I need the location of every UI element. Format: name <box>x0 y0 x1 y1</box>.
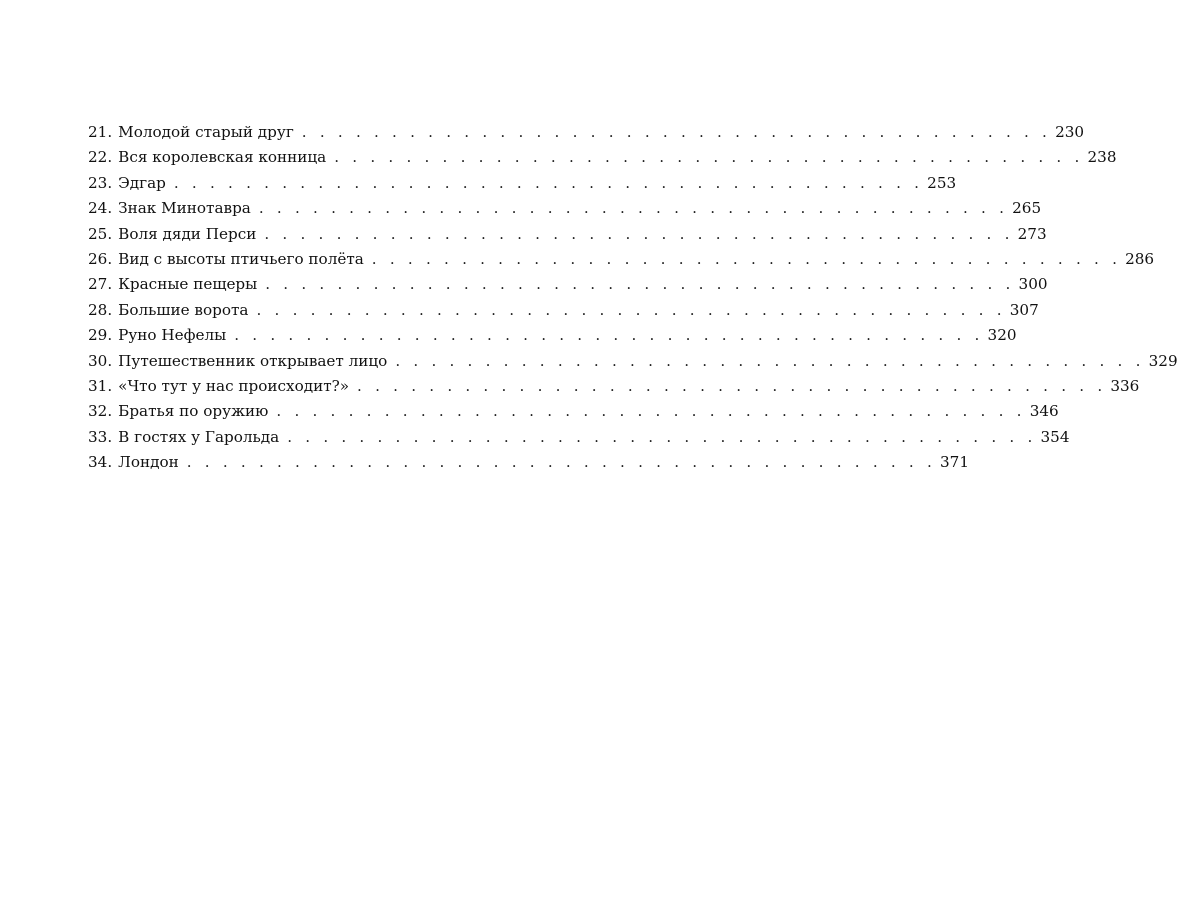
chapter-title: «Что тут у нас происходит?» <box>118 376 350 395</box>
dot-leader: . . . . . . . . . . . . . . . . . . . . . . . . . . . . . . . . . . . . . . . . . . <box>371 249 1122 268</box>
page-number: 336 <box>1110 376 1140 395</box>
chapter-title: В гостях у Гарольда <box>118 427 280 446</box>
toc-entry <box>88 145 1117 170</box>
toc-entry <box>88 323 1017 348</box>
dot-leader: . . . . . . . . . . . . . . . . . . . . . . . . . . . . . . . . . . . . . . . . . . <box>234 326 984 345</box>
page-number: 238 <box>1087 148 1117 167</box>
dot-leader: . . . . . . . . . . . . . . . . . . . . . . . . . . . . . . . . . . . . . . . . . . <box>395 351 1145 370</box>
page-number: 273 <box>1017 224 1047 243</box>
dot-leader: . . . . . . . . . . . . . . . . . . . . . . . . . . . . . . . . . . . . . . . . . . <box>276 402 1026 421</box>
chapter-number: 33. <box>88 427 113 446</box>
page-number: 265 <box>1012 199 1042 218</box>
page-number: 253 <box>927 173 957 192</box>
page-number: 371 <box>940 453 970 472</box>
page-number: 354 <box>1040 427 1070 446</box>
toc-entry <box>88 374 1140 399</box>
chapter-title: Братья по оружию <box>118 402 269 421</box>
chapter-number: 22. <box>88 148 113 167</box>
toc-entry <box>88 450 970 475</box>
chapter-title: Воля дяди Перси <box>118 224 257 243</box>
page-number: 230 <box>1055 123 1085 141</box>
chapter-title: Красные пещеры <box>118 275 258 294</box>
page-number: 346 <box>1029 402 1059 421</box>
chapter-number: 28. <box>88 300 113 319</box>
page-number: 320 <box>987 326 1017 345</box>
dot-leader: . . . . . . . . . . . . . . . . . . . . . . . . . . . . . . . . . . . . . . . . . . <box>301 123 1052 141</box>
page-number: 286 <box>1125 249 1155 268</box>
chapter-number: 23. <box>88 173 113 192</box>
dot-leader: . . . . . . . . . . . . . . . . . . . . . . . . . . . . . . . . . . . . . . . . . . <box>287 427 1037 446</box>
toc-entry <box>88 120 1085 145</box>
toc-entry <box>88 272 1048 297</box>
chapter-title: Знак Минотавра <box>118 199 251 218</box>
dot-leader: . . . . . . . . . . . . . . . . . . . . . . . . . . . . . . . . . . . . . . . . . . <box>258 199 1009 218</box>
toc-entry <box>88 171 957 196</box>
chapter-number: 34. <box>88 453 113 472</box>
chapter-number: 27. <box>88 275 113 294</box>
toc-entry <box>88 298 1039 323</box>
chapter-title: Вся королевская конница <box>118 148 327 167</box>
chapter-number: 30. <box>88 351 113 370</box>
toc-entry <box>88 222 1047 247</box>
chapter-title: Эдгар <box>118 173 166 192</box>
dot-leader: . . . . . . . . . . . . . . . . . . . . . . . . . . . . . . . . . . . . . . . . . . <box>186 453 937 472</box>
toc-entry <box>88 196 1042 221</box>
page-number: 329 <box>1148 351 1178 370</box>
chapter-number: 29. <box>88 326 113 345</box>
chapter-number: 31. <box>88 376 113 395</box>
chapter-number: 24. <box>88 199 113 218</box>
chapter-title: Молодой старый друг <box>118 123 294 141</box>
chapter-number: 25. <box>88 224 113 243</box>
toc-entry <box>88 425 1070 450</box>
page-number: 307 <box>1009 300 1039 319</box>
toc-entry <box>88 349 1178 374</box>
chapter-number: 26. <box>88 249 113 268</box>
chapter-number: 32. <box>88 402 113 421</box>
chapter-title: Большие ворота <box>118 300 249 319</box>
chapter-title: Вид с высоты птичьего полёта <box>118 249 364 268</box>
chapter-title: Путешественник открывает лицо <box>118 351 388 370</box>
chapter-number: 21. <box>88 123 113 141</box>
chapter-title: Руно Нефелы <box>118 326 227 345</box>
dot-leader: . . . . . . . . . . . . . . . . . . . . . . . . . . . . . . . . . . . . . . . . . . <box>334 148 1084 167</box>
page-number: 300 <box>1018 275 1048 294</box>
dot-leader: . . . . . . . . . . . . . . . . . . . . . . . . . . . . . . . . . . . . . . . . . . <box>173 173 924 192</box>
toc-entry <box>88 399 1059 424</box>
dot-leader: . . . . . . . . . . . . . . . . . . . . . . . . . . . . . . . . . . . . . . . . . . <box>357 376 1107 395</box>
toc-entry <box>88 247 1155 272</box>
dot-leader: . . . . . . . . . . . . . . . . . . . . . . . . . . . . . . . . . . . . . . . . . . <box>265 275 1015 294</box>
table-of-contents <box>88 120 1178 475</box>
dot-leader: . . . . . . . . . . . . . . . . . . . . . . . . . . . . . . . . . . . . . . . . . . <box>264 224 1014 243</box>
dot-leader: . . . . . . . . . . . . . . . . . . . . . . . . . . . . . . . . . . . . . . . . . . <box>256 300 1006 319</box>
chapter-title: Лондон <box>118 453 179 472</box>
